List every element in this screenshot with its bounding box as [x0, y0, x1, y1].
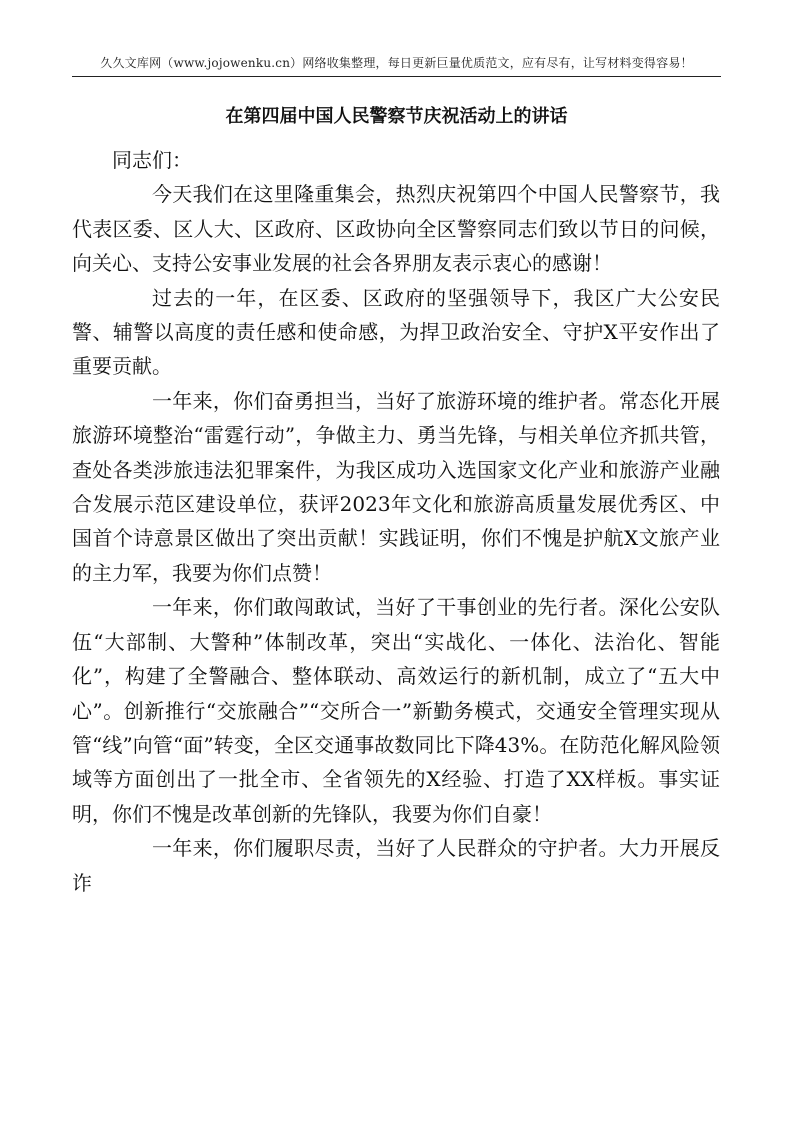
document-body: [72, 143, 720, 900]
paragraph-guardian: 一年来，你们履职尽责，当好了人民群众的守护者。大力开展反诈: [72, 836, 720, 895]
paragraph-tourism: 一年来，你们奋勇担当，当好了旅游环境的维护者。常态化开展旅游环境整治“雷霆行动”，争做主力、勇当先锋，与相关单位齐抓共管，查处各类涉旅违法犯罪案件，为我区成功入选国家文化产业和旅游产业融合发展示范区建设单位，获评2023年文化和旅游高质量发展优秀区、中国首个诗意景区做出了突出贡献！实践证明，你们不愧是护航X文旅产业的主力军，我要为你们点赞！: [72, 388, 720, 585]
paragraph-past-year: 过去的一年，在区委、区政府的坚强领导下，我区广大公安民警、辅警以高度的责任感和使命感，为捍卫政治安全、守护X平安作出了重要贡献。: [72, 285, 720, 379]
document-title: 在第四届中国人民警察节庆祝活动上的讲话: [225, 106, 568, 127]
page-header: [72, 52, 721, 77]
salutation: 同志们：: [112, 148, 192, 172]
header-text: 久久文库网（www.jojowenku.cn）网络收集整理，每日更新巨量优质范文，应有尽有，让写材料变得容易！: [100, 56, 693, 70]
paragraph-opening: 今天我们在这里隆重集会，热烈庆祝第四个中国人民警察节，我代表区委、区人大、区政府、区政协向全区警察同志们致以节日的问候，向关心、支持公安事业发展的社会各界朋友表示衷心的感谢！: [72, 182, 720, 276]
paragraph-reform: 一年来，你们敢闯敢试，当好了干事创业的先行者。深化公安队伍“大部制、大警种”体制改革，突出“实战化、一体化、法治化、智能化”，构建了全警融合、整体联动、高效运行的新机制，成立了“五大中心”。创新推行“交旅融合”“交所合一”新勤务模式，交通安全管理实现从管“线”向管“面”转变，全区交通事故数同比下降43%。在防范化解风险领域等方面创出了一批全市、全省领先的X经验、打造了XX样板。事实证明，你们不愧是改革创新的先锋队，我要为你们自豪！: [72, 595, 720, 826]
